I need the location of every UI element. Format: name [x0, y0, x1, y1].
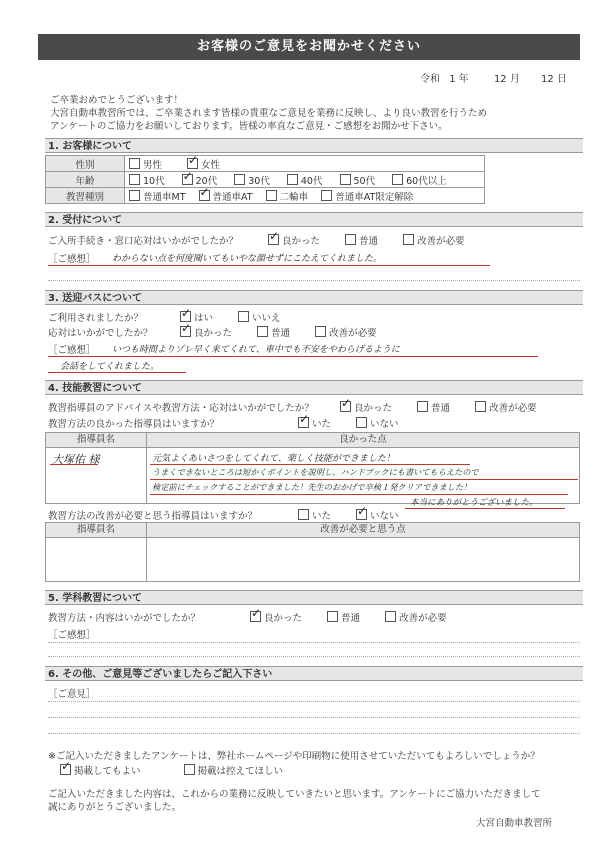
section-6-header: 6. その他、ご意見等ございましたらご記入下さい — [45, 666, 583, 681]
option-label: 普通 — [271, 328, 291, 339]
publish-options — [60, 763, 305, 777]
comment-rule — [48, 280, 580, 281]
checkbox[interactable] — [403, 234, 414, 245]
option-label: 二輪車 — [279, 191, 309, 203]
checkbox[interactable] — [356, 417, 367, 428]
section-2-header: 2. 受付について — [45, 212, 583, 227]
bus-comment-line-2: 会話をしてくれました。 — [60, 362, 160, 372]
checkbox[interactable] — [340, 174, 351, 185]
reception-comment: わからない点を何度聞いてもいやな顔せずにこたえてくれました。 — [112, 254, 383, 264]
good-instructor-table — [45, 432, 580, 504]
lecture-question: 教習方法・内容はいかがでしたか？ — [48, 613, 201, 624]
option-label: いいえ — [252, 313, 281, 324]
option-label: 50代 — [353, 175, 376, 187]
good-instructor-question: 教習方法の良かった指導員はいますか？ — [48, 419, 220, 430]
checkbox[interactable] — [298, 509, 309, 520]
checkbox[interactable] — [327, 611, 338, 622]
checkbox-checked[interactable] — [250, 611, 261, 622]
comment-rule — [48, 717, 580, 718]
option-label: 60代以上 — [406, 175, 447, 187]
course-label: 教習種別 — [46, 188, 125, 204]
reception-options — [268, 233, 487, 247]
improve-instructor-question: 教習方法の改善が必要と思う指導員はいますか？ — [48, 511, 258, 522]
checkbox[interactable] — [238, 311, 249, 322]
date-year-unit: 年 — [458, 74, 469, 85]
option-label: 良かった — [264, 613, 303, 624]
course-row — [46, 188, 485, 204]
red-underline — [150, 494, 568, 495]
option-label: 良かった — [194, 328, 233, 339]
date-month: 12 — [493, 74, 507, 85]
col-improve-points: 改善が必要と思う点 — [147, 523, 579, 538]
option-label: 男性 — [143, 159, 163, 171]
intro-line: 大宮自動車教習所では、ご卒業されます皆様の貴重なご意見を業務に反映し、より良い教習を行うため — [50, 108, 488, 119]
red-underline — [48, 356, 538, 357]
red-underline — [48, 265, 490, 266]
checkbox-checked[interactable] — [340, 401, 351, 412]
checkbox[interactable] — [321, 190, 332, 201]
option-label: 女性 — [201, 159, 221, 171]
instructor-name: 大塚佑 様 — [52, 453, 100, 466]
comment-label: ［ご意見］ — [48, 689, 96, 700]
good-point-line-2: うまくできないところは短かくポイントを説明し、ハンドブックにも書いてもらえたので — [152, 467, 479, 477]
option-label: 10代 — [143, 175, 165, 187]
checkbox-checked[interactable] — [268, 234, 279, 245]
bus-comment-line-1: いつも時間よりゾレ早く来てくれて、車中でも不安をやわらげるように — [112, 345, 400, 355]
intro-line: ご卒業おめでとうございます！ — [50, 95, 184, 106]
checkbox-checked[interactable] — [180, 326, 191, 337]
col-instructor-name: 指導員名 — [46, 433, 147, 448]
column-divider — [146, 537, 147, 581]
section-5-header: 5. 学科教習について — [45, 590, 583, 605]
thanks-line-2: 誠にありがとうございました。 — [48, 802, 182, 813]
option-label: 改善が必要 — [329, 328, 377, 339]
bus-use-question: ご利用されましたか？ — [48, 313, 144, 324]
reception-question: ご入所手続き・窓口応対はいかがでしたか？ — [48, 236, 239, 247]
checkbox[interactable] — [257, 326, 268, 337]
date — [420, 70, 567, 85]
red-underline — [150, 479, 578, 480]
column-divider — [146, 447, 147, 503]
bus-service-question: 応対はいかがでしたか？ — [48, 328, 153, 339]
date-day-unit: 日 — [556, 74, 567, 85]
checkbox[interactable] — [266, 190, 277, 201]
checkbox[interactable] — [392, 174, 403, 185]
date-year: 1 — [449, 74, 456, 85]
comment-rule — [48, 642, 580, 643]
col-good-points: 良かった点 — [147, 433, 579, 448]
checkbox[interactable] — [129, 174, 140, 185]
option-label: 普通車AT — [212, 191, 253, 203]
option-label: 20代 — [195, 175, 218, 187]
option-label: 掲載は控えてほしい — [197, 766, 284, 777]
checkbox[interactable] — [475, 401, 486, 412]
section-1-header: 1. お客様について — [45, 138, 583, 153]
checkbox-checked[interactable] — [298, 417, 309, 428]
checkbox[interactable] — [234, 174, 245, 185]
improve-instructor-options — [298, 508, 421, 522]
instructor-advice-question: 教習指導員のアドバイスや教習方法・応対はいかがでしたか？ — [48, 403, 314, 414]
red-underline — [405, 508, 565, 509]
option-label: 普通 — [431, 403, 451, 414]
option-label: 40代 — [300, 175, 323, 187]
option-label: 普通車AT限定解除 — [335, 191, 414, 203]
date-era: 令和 — [420, 74, 440, 85]
checkbox[interactable] — [315, 326, 326, 337]
instructor-advice-options — [340, 400, 537, 414]
good-point-line-1: 元気よくあいさつをしてくれて、楽しく技能ができました！ — [152, 454, 395, 464]
option-label: はい — [194, 313, 214, 324]
gender-options — [125, 156, 485, 172]
bus-service-options — [180, 325, 399, 339]
option-label: 改善が必要 — [399, 613, 447, 624]
course-options — [125, 188, 485, 204]
option-label: 掲載してもよい — [74, 766, 141, 777]
comment-rule — [48, 733, 580, 734]
thanks-line-1: ご記入いただきました内容は、これからの業務に反映していきたいと思います。アンケートにご協力いただきまして — [48, 789, 541, 800]
checkbox[interactable] — [417, 401, 428, 412]
checkbox[interactable] — [129, 190, 140, 201]
checkbox-checked[interactable] — [182, 174, 193, 185]
comment-label: ［ご感想］ — [48, 630, 96, 641]
comment-rule — [48, 701, 580, 702]
option-label: 改善が必要 — [417, 236, 465, 247]
option-label: いた — [312, 511, 332, 522]
option-label: 改善が必要 — [489, 403, 537, 414]
good-instructor-options — [298, 416, 421, 430]
date-month-unit: 月 — [509, 74, 520, 85]
option-label: 普通 — [359, 236, 379, 247]
page-title: お客様のご意見をお聞かせください — [38, 34, 580, 60]
checkbox[interactable] — [385, 611, 396, 622]
option-label: 30代 — [248, 175, 270, 187]
intro-line: アンケートのご協力をお願いしております。皆様の率直なご意見・ご感想をお聞かせ下さい。 — [50, 121, 448, 132]
age-row — [46, 172, 485, 188]
option-label: 良かった — [354, 403, 393, 414]
good-point-line-3: 検定前にチェックすることができました！先生のおかげで卒検１発クリアできました！ — [152, 482, 472, 492]
age-options — [125, 172, 485, 188]
age-label: 年齢 — [46, 172, 125, 188]
publish-question: ※ご記入いただきましたアンケートは、弊社ホームページや印刷物に使用させていただいてもよろしいでしょうか？ — [48, 751, 540, 762]
organization-name: 大宮自動車教習所 — [476, 818, 553, 829]
checkbox[interactable] — [345, 234, 356, 245]
customer-info-table — [45, 155, 485, 204]
checkbox-checked[interactable] — [187, 158, 198, 169]
comment-label: ［ご感想］ — [48, 345, 96, 356]
checkbox[interactable] — [287, 174, 298, 185]
checkbox-checked[interactable] — [199, 190, 210, 201]
red-underline — [48, 372, 186, 373]
option-label: いない — [370, 511, 399, 522]
lecture-options — [250, 610, 469, 624]
gender-row — [46, 156, 485, 172]
section-3-header: 3. 送迎バスについて — [45, 290, 583, 305]
option-label: 良かった — [282, 236, 321, 247]
comment-rule — [48, 656, 580, 657]
red-underline — [50, 464, 98, 465]
option-label: 普通車MT — [143, 191, 186, 203]
checkbox-checked[interactable] — [356, 509, 367, 520]
option-label: いない — [370, 419, 399, 430]
red-underline — [150, 464, 470, 465]
comment-label: ［ご感想］ — [48, 254, 96, 265]
option-label: いた — [312, 419, 332, 430]
checkbox[interactable] — [184, 764, 195, 775]
section-4-header: 4. 技能教習について — [45, 380, 583, 395]
good-point-line-4: 本当にありがとうございました。 — [410, 498, 538, 508]
col-instructor-name: 指導員名 — [46, 523, 147, 538]
bus-use-options — [180, 310, 303, 324]
checkbox-checked[interactable] — [60, 764, 71, 775]
intro-text — [50, 94, 580, 133]
option-label: 普通 — [341, 613, 361, 624]
checkbox[interactable] — [129, 158, 140, 169]
date-day: 12 — [541, 74, 554, 85]
improve-instructor-table — [45, 522, 580, 582]
gender-label: 性別 — [46, 156, 125, 172]
